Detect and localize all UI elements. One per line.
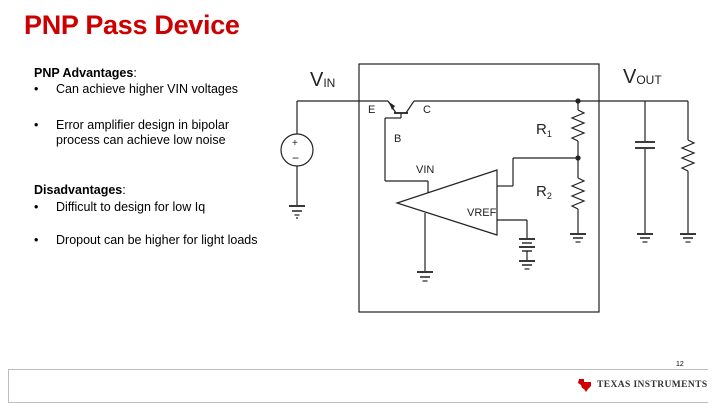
bullet-glyph: • [34, 118, 39, 132]
advantage-item: Can achieve higher VIN voltages [56, 82, 239, 96]
source-plus: + [292, 138, 298, 149]
vref-label: VREF [467, 207, 497, 219]
r2-label: $R_2$ [536, 183, 552, 201]
disadvantage-item: Dropout can be higher for light loads [56, 233, 258, 247]
texas-state-icon [577, 377, 593, 393]
disadvantages-heading: Disadvantages: [34, 183, 126, 197]
vout-label: VOUT [623, 66, 662, 88]
texas-instruments-logo [577, 377, 708, 393]
r2-resistor [572, 178, 584, 209]
junction-dot [575, 155, 580, 160]
advantages-heading: PNP Advantages: [34, 66, 137, 80]
error-amplifier [397, 170, 497, 235]
pnp-arrow [389, 102, 395, 110]
pnp-collector-lead [406, 101, 414, 113]
r1-label: $R_1$ [536, 121, 552, 139]
vin-label: VIN [310, 69, 336, 91]
bullet-glyph: • [34, 200, 39, 214]
source-minus: − [292, 151, 300, 165]
load-resistor [682, 140, 694, 171]
r1-resistor [572, 110, 584, 141]
amp-supply-label: VIN [416, 164, 435, 176]
logo-text: TEXAS INSTRUMENTS [597, 380, 708, 390]
emitter-label: E [368, 104, 376, 116]
bullet-glyph: • [34, 82, 39, 96]
advantage-item: Error amplifier design in bipolar process can achieve low noise [56, 118, 229, 147]
collector-label: C [423, 104, 431, 116]
bullet-glyph: • [34, 233, 39, 247]
slide-title: PNP Pass Device [24, 10, 240, 40]
junction-dot [575, 98, 580, 103]
page-number: 12 [676, 361, 684, 368]
disadvantage-item: Difficult to design for low Iq [56, 200, 206, 214]
base-label: B [394, 133, 402, 145]
